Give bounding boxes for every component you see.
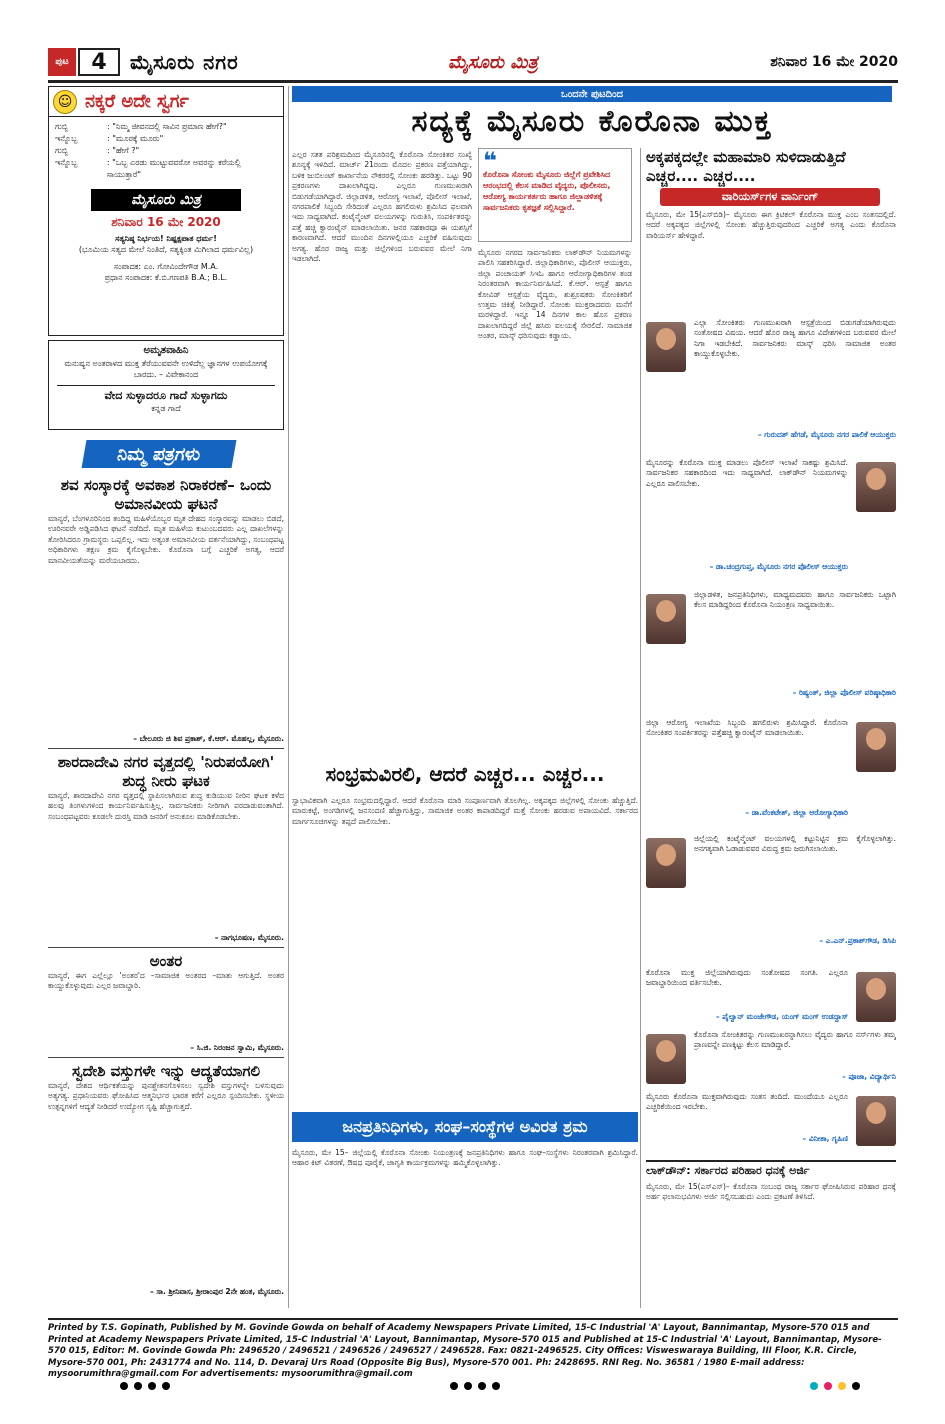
quote-box bbox=[48, 340, 284, 430]
publisher-line: ಪ್ರಧಾನ ಸಂಪಾದಕ: ಕೆ.ಬಿ.ಗಣಪತಿ B.A.; B.L. bbox=[104, 273, 228, 282]
page-number: 4 bbox=[78, 48, 120, 76]
registration-marks bbox=[120, 1382, 170, 1390]
letter-item bbox=[48, 952, 284, 1053]
masthead bbox=[48, 48, 898, 78]
joke-lines bbox=[49, 117, 283, 185]
divider bbox=[48, 947, 284, 948]
warrior-quote bbox=[646, 968, 896, 1022]
letter-title: ಸ್ವದೇಶಿ ವಸ್ತುಗಳೇ ಇನ್ನು ಆದ್ಯತೆಯಾಗಲಿ bbox=[71, 1062, 261, 1080]
quote-name: – ಡಾ.ವೆಂಕಟೇಶ್, ಜಿಲ್ಲಾ ಆರೋಗ್ಯಾಧಿಕಾರಿ bbox=[745, 808, 848, 817]
pull-quote-text: ಕೊರೊನಾ ಸೋಂಕು ಮೈಸೂರು ಜಿಲ್ಲೆಗೆ ಪ್ರವೇಶಿಸಿದ ಆರಂಭದಲ್ಲಿ ಕೆಲಸ ಮಾಡಿದ ವೈದ್ಯರು, ಪೊಲೀಸರು, ಆರೋಗ್ಯ ಕಾರ್ಯಕರ್ತರು ಹಾಗೂ ಜಿಲ್ಲಾಡಳಿತಕ್ಕೆ ಸಾರ್ವಜನಿಕರು ಕೃತಜ್ಞತೆ ಸಲ್ಲಿಸಿದ್ದಾರೆ. bbox=[483, 170, 611, 212]
quote-name: – ಎ.ಎನ್.ಪ್ರಕಾಶ್‌ಗೌಡ, ಡಿಸಿಪಿ bbox=[819, 936, 896, 945]
quote-text: ಕೊರೊನಾ ಸೋಂಕಿತರನ್ನು ಗುಣಮುಖರನ್ನಾಗಿಸಲು ವೈದ್ಯರು ಹಾಗೂ ನರ್ಸ್‌ಗಳು ತಮ್ಮ ಪ್ರಾಣವನ್ನೇ ಪಣಕ್ಕಿಟ್ಟು ಕೆಲಸ ಮಾಡಿದ್ದಾರೆ. bbox=[694, 1030, 896, 1050]
pull-quote bbox=[478, 148, 632, 242]
letter-body: ಮಾನ್ಯರೆ, ದೇಶದ ಆರ್ಥಿಕತೆಯನ್ನು ಪುನಶ್ಚೇತನಗೊಳಿಸಲು ಸ್ವದೇಶಿ ವಸ್ತುಗಳನ್ನೇ ಬಳಸುವುದು ಅತ್ಯಗತ್ಯ. ಪ್ರಧಾನಿಯವರು ಘೋಷಿಸಿದ ಆತ್ಮನಿರ್ಭರ ಭಾರತ ಕರೆಗೆ ಎಲ್ಲರೂ ಸ್ಪಂದಿಸಬೇಕು. ಸ್ಥಳೀಯ ಉತ್ಪನ್ನಗಳಿಗೆ ಆದ್ಯತೆ ನೀಡಿದರೆ ಉದ್ಯೋಗ ಸೃಷ್ಟಿ ಹೆಚ್ಚಾಗುತ್ತದೆ. bbox=[48, 1081, 284, 1111]
warrior-quote bbox=[646, 1030, 896, 1082]
joke-line bbox=[55, 133, 277, 145]
reg-dot bbox=[838, 1382, 846, 1390]
face-shape bbox=[866, 1102, 886, 1124]
reg-dot bbox=[492, 1382, 500, 1390]
quote-text: ಮನುಷ್ಯನ ಅಂತರಾಳದ ಮುಕ್ತ ತೆರೆಯುವವನೇ ಉಳಿದೆಲ್ಲ ಜ್ಞಾನಗಳ ಉಪಯೋಗಕ್ಕೆ ಬಾರದು. – ವಿವೇಕಾನಂದ bbox=[64, 359, 268, 379]
portrait-photo bbox=[856, 972, 896, 1022]
imprint-footer: Printed by T.S. Gopinath, Published by M. Govinde Gowda on behalf of Academy Newspapers Private Limited, 15-C Industrial 'A' Layout, Bannimantap, Mysore-570 015 and Printed at Academy Newspapers Private Limited, 15-C Industrial 'A' Layout, Bannimantap, Mysore-570 015 and Published at 15-C Industrial 'A' Layout, Bannimantap, Mysore-570 015, Editor: M. Govinde Gowda Ph: 2496520 / 2496521 / 2496526 / 2496527 / 2496528. Fax: 0821-2496525. City Offices: Visweswaraya Building, III Floor, K.R. Circle, Mysore-570 001, Ph: 2431774 and No. 114, D. Devaraj Urs Road (Opposite Big Bus), Mysore-570 001. Ph: 2428695. RNI Reg. No. 36581 / 1980 E-mail address: mysoorumithra@gmail.com For advertisements: mysoorumithra@gmail.com bbox=[48, 1318, 898, 1374]
quote-name: – ಪೈಲ್ವಾನ್ ಮಂಜೇಗೌಡ, ಯಂಗ್ ಮಂಗ್ ಉಡದ್ದಾಸ್ bbox=[715, 1012, 848, 1021]
warrior-quote bbox=[646, 834, 896, 946]
quote-mark-icon: ❝ bbox=[483, 147, 498, 175]
joke-speaker: ಗುಬ್ಬಿ bbox=[55, 122, 69, 131]
warning-banner: ವಾರಿಯರ್ಸ್‌ಗಳ ವಾರ್ನಿಂಗ್ bbox=[660, 188, 880, 206]
letters-header bbox=[48, 438, 284, 472]
editor-line: ಸಂಪಾದಕ: ಎಂ. ಗೋವಿಂದೇಗೌಡ M.A. bbox=[113, 262, 219, 271]
letter-signature: – ಸಾ. ಶ್ರೀನಿವಾಸ, ಶ್ರೀರಾಂಪುರ 2ನೇ ಹಂತ, ಮೈಸೂರು. bbox=[150, 1287, 284, 1296]
mid-banner-body: ಮೈಸೂರು, ಮೇ 15– ಜಿಲ್ಲೆಯಲ್ಲಿ ಕೊರೊನಾ ಸೋಂಕು ನಿಯಂತ್ರಣಕ್ಕೆ ಜನಪ್ರತಿನಿಧಿಗಳು ಹಾಗೂ ಸಂಘ–ಸಂಸ್ಥೆಗಳು ನಿರಂತರವಾಗಿ ಶ್ರಮಿಸಿದ್ದಾರೆ. ಆಹಾರ ಕಿಟ್ ವಿತರಣೆ, ಔಷಧ ಪೂರೈಕೆ, ಜಾಗೃತಿ ಕಾರ್ಯಕ್ರಮಗಳನ್ನು ಹಮ್ಮಿಕೊಳ್ಳಲಾಗಿತ್ತು. bbox=[292, 1148, 638, 1168]
section-title: ಮೈಸೂರು ನಗರ bbox=[130, 50, 239, 74]
letter-title: ಅಂತರ bbox=[149, 952, 183, 970]
joke-line bbox=[55, 121, 277, 133]
letter-item bbox=[48, 753, 284, 943]
lockdown-title: ಲಾಕ್‌ಡೌನ್: ಸರ್ಕಾರದ ಪರಿಹಾರ ಧನಕ್ಕೆ ಅರ್ಜಿ bbox=[646, 1160, 896, 1178]
reg-dot bbox=[450, 1382, 458, 1390]
warrior-quote bbox=[646, 1092, 896, 1144]
proverb: ವೇದ ಸುಳ್ಳಾದರೂ ಗಾದೆ ಸುಳ್ಳಾಗದು bbox=[104, 389, 228, 402]
letter-signature: – ನಾಗಭೂಷಣ, ಮೈಸೂರು. bbox=[214, 933, 284, 942]
portrait-photo bbox=[856, 462, 896, 512]
lead-headline: ಸದ್ಯಕ್ಕೆ ಮೈಸೂರು ಕೊರೊನಾ ಮುಕ್ತ bbox=[411, 104, 773, 139]
portrait-photo bbox=[646, 838, 686, 888]
divider bbox=[57, 385, 275, 386]
letter-item bbox=[48, 1062, 284, 1297]
lockdown-body: ಮೈಸೂರು, ಮೇ 15(ಎಸ್‌ಎಸ್)– ಕೊರೊನಾ ಸಂಬಂಧ ರಾಜ್ಯ ಸರ್ಕಾರ ಘೋಷಿಸಿರುವ ಪರಿಹಾರ ಧನಕ್ಕೆ ಅರ್ಹ ಫಲಾನುಭವಿಗಳು ಅರ್ಜಿ ಸಲ್ಲಿಸಬಹುದು ಎಂದು ಪ್ರಕಟಣೆ ತಿಳಿಸಿದೆ. bbox=[646, 1182, 896, 1202]
quote-text: ಮೈಸೂರು ಕೊರೊನಾ ಮುಕ್ತವಾಗಿರುವುದು ಸಂತಸ ತಂದಿದೆ. ಮುಂದೆಯೂ ಎಲ್ಲರೂ ಎಚ್ಚರಿಕೆಯಿಂದ ಇರಬೇಕು. bbox=[646, 1092, 848, 1112]
letter-body: ಮಾನ್ಯರೆ, ಈಗ ಎಲ್ಲೆಲ್ಲೂ 'ಅಂತರ'ದ –ಸಾಮಾಜಿಕ ಅಂತರದ –ಮಾತು ಆಗುತ್ತಿದೆ. ಅಂತರ ಕಾಯ್ದುಕೊಳ್ಳುವುದು ಎಲ್ಲರ ಜವಾಬ್ದಾರಿ. bbox=[48, 971, 284, 991]
brand-logo: ಮೈಸೂರು ಮಿತ್ರ bbox=[448, 52, 538, 73]
brand-date: ಶನಿವಾರ 16 ಮೇ 2020 bbox=[111, 215, 221, 229]
quote-name: – ರಿಷ್ಯಂತ್, ಜಿಲ್ಲಾ ಪೊಲೀಸ್ ವರಿಷ್ಠಾಧಿಕಾರಿ bbox=[792, 688, 896, 697]
quote-text: ಜಿಲ್ಲಾ ಆರೋಗ್ಯ ಇಲಾಖೆಯ ಸಿಬ್ಬಂದಿ ಹಗಲಿರುಳು ಶ್ರಮಿಸಿದ್ದಾರೆ. ಕೊರೊನಾ ಸೋಂಕಿತರ ಸಂಪರ್ಕಿತರನ್ನು ಪತ್ತೆಹಚ್ಚಿ ಕ್ವಾರಂಟೈನ್ ಮಾಡಲಾಯಿತು. bbox=[646, 718, 848, 738]
lead-column-1: ಎಲ್ಲರ ಸತತ ಪರಿಶ್ರಮದಿಂದ ಮೈಸೂರಿನಲ್ಲಿ ಕೊರೊನಾ ಸೋಂಕಿತರ ಸಂಖ್ಯೆ ಶೂನ್ಯಕ್ಕೆ ಇಳಿದಿದೆ. ಮಾರ್ಚ್ 21ರಂದು ಮೊದಲ ಪ್ರಕರಣ ಪತ್ತೆಯಾಗಿದ್ದು, ಬಳಿಕ ಜುಬಿಲಂಟ್ ಕಾರ್ಖಾನೆಯ ನೌಕರರಲ್ಲಿ ಸೋಂಕು ಹರಡಿತ್ತು. ಒಟ್ಟು 90 ಪ್ರಕರಣಗಳು ದಾಖಲಾಗಿದ್ದವು. ಎಲ್ಲರೂ ಗುಣಮುಖರಾಗಿ ಬಿಡುಗಡೆಯಾಗಿದ್ದಾರೆ. ಜಿಲ್ಲಾಡಳಿತ, ಆರೋಗ್ಯ ಇಲಾಖೆ, ಪೊಲೀಸ್ ಇಲಾಖೆ, ನಗರಪಾಲಿಕೆ ಸಿಬ್ಬಂದಿ ಸೇರಿದಂತೆ ಎಲ್ಲರೂ ಹಗಲಿರುಳು ಶ್ರಮಿಸಿದ ಫಲವಾಗಿ ಇದು ಸಾಧ್ಯವಾಗಿದೆ. ಕಂಟೈನ್ಮೆಂಟ್ ವಲಯಗಳನ್ನು ಗುರುತಿಸಿ, ಸಂಪರ್ಕಿತರನ್ನು ಪತ್ತೆ ಹಚ್ಚಿ ಕ್ವಾರಂಟೈನ್ ಮಾಡಲಾಯಿತು. ಜನರ ಸಹಕಾರವೂ ಈ ಯಶಸ್ಸಿಗೆ ಕಾರಣವಾಗಿದೆ. ಆದರೆ ಮುಂದಿನ ದಿನಗಳಲ್ಲಿಯೂ ಎಚ್ಚರಿಕೆ ವಹಿಸುವುದು ಅಗತ್ಯ. ಹೊರ ರಾಜ್ಯ ಮತ್ತು ಜಿಲ್ಲೆಗಳಿಂದ ಬರುವವರ ಮೇಲೆ ನಿಗಾ ಇಡಲಾಗಿದೆ. bbox=[292, 150, 472, 264]
portrait-photo bbox=[646, 594, 686, 644]
brand-banner: ಮೈಸೂರು ಮಿತ್ರ bbox=[91, 189, 241, 211]
joke-header bbox=[49, 87, 283, 117]
face-shape bbox=[866, 978, 886, 1000]
letter-signature: – ಬೇಲೂರು ಜಿ ಶಿವ ಪ್ರಕಾಶ್, ಕೆ.ಆರ್. ಮೊಹಲ್ಲ, ಮೈಸೂರು. bbox=[133, 734, 284, 743]
portrait-photo bbox=[646, 1034, 686, 1084]
joke-speaker: ಗುಬ್ಬಿ bbox=[55, 146, 69, 155]
letter-title: ಶವ ಸಂಸ್ಕಾರಕ್ಕೆ ಅವಕಾಶ ನಿರಾಕರಣೆ– ಒಂದು ಅಮಾನವೀಯ ಘಟನೆ bbox=[60, 476, 272, 513]
reg-dot bbox=[162, 1382, 170, 1390]
mid-article-title: ಸಂಭ್ರಮವಿರಲಿ, ಆದರೆ ಎಚ್ಚರ... ಎಚ್ಚರ... bbox=[325, 762, 605, 786]
joke-speaker: ಇನ್ನೊಬ್ಬ bbox=[55, 134, 78, 143]
warrior-quote bbox=[646, 318, 896, 440]
divider bbox=[48, 748, 284, 749]
portrait-photo bbox=[856, 1096, 896, 1146]
mid-article-body: ಸ್ವಾಭಾವಿಕವಾಗಿ ಎಲ್ಲರೂ ಸಂಭ್ರಮದಲ್ಲಿದ್ದಾರೆ. ಆದರೆ ಕೊರೊನಾ ಮಾರಿ ಸಂಪೂರ್ಣವಾಗಿ ತೊಲಗಿಲ್ಲ. ಅಕ್ಕಪಕ್ಕದ ಜಿಲ್ಲೆಗಳಲ್ಲಿ ಸೋಂಕು ಹೆಚ್ಚುತ್ತಿದೆ. ಮಾರುಕಟ್ಟೆ, ಅಂಗಡಿಗಳಲ್ಲಿ ಜನಸಂದಣಿ ಹೆಚ್ಚಾಗುತ್ತಿದ್ದು, ಸಾಮಾಜಿಕ ಅಂತರ ಕಾಪಾಡದಿದ್ದರೆ ಮತ್ತೆ ಸೋಂಕು ಹರಡುವ ಅಪಾಯವಿದೆ. ಸರ್ಕಾರದ ಮಾರ್ಗಸೂಚಿಗಳನ್ನು ತಪ್ಪದೆ ಪಾಲಿಸಬೇಕು. bbox=[292, 796, 638, 826]
quote-text: ಜಿಲ್ಲೆಯಲ್ಲಿ ಕಂಟೈನ್ಮೆಂಟ್ ವಲಯಗಳಲ್ಲಿ ಕಟ್ಟುನಿಟ್ಟಿನ ಕ್ರಮ ಕೈಗೊಳ್ಳಲಾಗಿತ್ತು. ಅನಗತ್ಯವಾಗಿ ಓಡಾಡುವವರ ವಿರುದ್ಧ ಕ್ರಮ ಜರುಗಿಸಲಾಯಿತು. bbox=[694, 834, 896, 854]
lead-column-2: ಮೈಸೂರು ನಗರದ ಸಾರ್ವಜನಿಕರು ಲಾಕ್‌ಡೌನ್ ನಿಯಮಗಳನ್ನು ಪಾಲಿಸಿ ಸಹಕರಿಸಿದ್ದಾರೆ. ಜಿಲ್ಲಾಧಿಕಾರಿಗಳು, ಪೊಲೀಸ್ ಆಯುಕ್ತರು, ಜಿಲ್ಲಾ ಪಂಚಾಯತ್ ಸಿಇಓ ಹಾಗೂ ಆರೋಗ್ಯಾಧಿಕಾರಿಗಳ ತಂಡ ನಿರಂತರವಾಗಿ ಕಾರ್ಯನಿರ್ವಹಿಸಿದೆ. ಕೆ.ಆರ್. ಆಸ್ಪತ್ರೆ ಹಾಗೂ ಕೋವಿಡ್ ಆಸ್ಪತ್ರೆಯ ವೈದ್ಯರು, ಶುಶ್ರೂಷಕರು ಸೋಂಕಿತರಿಗೆ ಉತ್ತಮ ಚಿಕಿತ್ಸೆ ನೀಡಿದ್ದಾರೆ. ಸೋಂಕು ಮುಕ್ತರಾದವರು ಮನೆಗೆ ಮರಳಿದ್ದಾರೆ. ಇನ್ನೂ 14 ದಿನಗಳ ಕಾಲ ಹೊಸ ಪ್ರಕರಣ ದಾಖಲಾಗದಿದ್ದರೆ ಜಿಲ್ಲೆ ಹಸಿರು ವಲಯಕ್ಕೆ ಸೇರಲಿದೆ. ಸಾಮಾಜಿಕ ಅಂತರ, ಮಾಸ್ಕ್ ಧರಿಸುವುದು ಕಡ್ಡಾಯ. bbox=[478, 248, 632, 341]
quote-text: ಎಲ್ಲಾ ಸೋಂಕಿತರು ಗುಣಮುಖರಾಗಿ ಆಸ್ಪತ್ರೆಯಿಂದ ಬಿಡುಗಡೆಯಾಗಿರುವುದು ಸಂತೋಷದ ವಿಷಯ. ಆದರೆ ಹೊರ ರಾಜ್ಯ ಹಾಗೂ ವಿದೇಶಗಳಿಂದ ಬರುವವರ ಮೇಲೆ ನಿಗಾ ಇಡಬೇಕಿದೆ. ಸಾರ್ವಜನಿಕರು ಮಾಸ್ಕ್ ಧರಿಸಿ ಸಾಮಾಜಿಕ ಅಂತರ ಕಾಯ್ದುಕೊಳ್ಳಬೇಕು. bbox=[694, 318, 896, 359]
letter-body: ಮಾನ್ಯರೆ, ಬೆಂಗಳೂರಿನಿಂದ ತಂದಿದ್ದ ಮಹಿಳೆಯೊಬ್ಬರ ಮೃತ ದೇಹದ ಸಂಸ್ಕಾರವನ್ನು ಮಾಡಲು ಬಿಡದೆ, ಊರಿನವರೇ ಅಡ್ಡಿಪಡಿಸಿದ ಘಟನೆ ನಡೆದಿದೆ. ಮೃತ ಮಹಿಳೆಯ ಕುಟುಂಬದವರು ಎಲ್ಲ ದಾಖಲೆಗಳನ್ನು ತೋರಿಸಿದರೂ ಗ್ರಾಮಸ್ಥರು ಒಪ್ಪಲಿಲ್ಲ. ಇದು ಅತ್ಯಂತ ಅಮಾನವೀಯ ವರ್ತನೆಯಾಗಿದ್ದು, ಸಂಬಂಧಪಟ್ಟ ಅಧಿಕಾರಿಗಳು ತಕ್ಷಣ ಕ್ರಮ ಕೈಗೊಳ್ಳಬೇಕು. ಕೊರೊನಾ ಬಗ್ಗೆ ಎಚ್ಚರಿಕೆ ಅಗತ್ಯ, ಆದರೆ ಮಾನವೀಯತೆಯನ್ನು ಮರೆಯಬಾರದು. bbox=[48, 514, 284, 565]
tagline: ಸತ್ಯನಿಷ್ಠ ನಿರ್ಭಯ! ನಿಷ್ಪಕ್ಷಪಾತ ಧರ್ಮ! bbox=[115, 234, 217, 243]
joke-box bbox=[48, 86, 284, 336]
portrait-photo bbox=[856, 722, 896, 772]
letter-item bbox=[48, 476, 284, 744]
smiley-icon: ☺ bbox=[53, 90, 77, 114]
reg-dot bbox=[134, 1382, 142, 1390]
quote-title: ಅಮೃತವಾಹಿನಿ bbox=[143, 345, 189, 356]
page-tag: ಪುಟ bbox=[48, 48, 76, 76]
quote-text: ಕೊರೊನಾ ಮುಕ್ತ ಜಿಲ್ಲೆಯಾಗಿರುವುದು ಸಂತೋಷದ ಸಂಗತಿ. ಎಲ್ಲರೂ ಜವಾಬ್ದಾರಿಯಿಂದ ವರ್ತಿಸಬೇಕು. bbox=[646, 968, 848, 988]
reg-dot bbox=[478, 1382, 486, 1390]
face-shape bbox=[656, 844, 676, 866]
letter-body: ಮಾನ್ಯರೆ, ಶಾರದಾದೇವಿ ನಗರ ವೃತ್ತದಲ್ಲಿ ಸ್ಥಾಪಿಸಲಾಗಿರುವ ಶುದ್ಧ ಕುಡಿಯುವ ನೀರಿನ ಘಟಕ ಕಳೆದ ಹಲವು ತಿಂಗಳುಗಳಿಂದ ಕಾರ್ಯನಿರ್ವಹಿಸುತ್ತಿಲ್ಲ. ಸಾರ್ವಜನಿಕರು ನೀರಿಗಾಗಿ ಪರದಾಡುವಂತಾಗಿದೆ. ಸಂಬಂಧಪಟ್ಟವರು ಕೂಡಲೇ ದುರಸ್ತಿ ಮಾಡಿ ಜನರಿಗೆ ಅನುಕೂಲ ಮಾಡಿಕೊಡಬೇಕು. bbox=[48, 791, 284, 821]
right-headline: ಅಕ್ಕಪಕ್ಕದಲ್ಲೇ ಮಹಾಮಾರಿ ಸುಳಿದಾಡುತ್ತಿದೆ ಎಚ್ಚರ.... ಎಚ್ಚರ.... bbox=[646, 148, 846, 185]
sub-tagline: (ಭೂಮಿಯ ಸತ್ಯದ ಮೇಲೆ ನಿಂತಿದೆ, ಸತ್ಯಕ್ಕಿಂತ ಮಿಗಿಲಾದ ಧರ್ಮವಿಲ್ಲ) bbox=[78, 245, 254, 254]
joke-line bbox=[55, 157, 277, 181]
face-shape bbox=[656, 328, 676, 350]
proverb-note: ಕನ್ನಡ ಗಾದೆ bbox=[151, 404, 181, 413]
letter-title: ಶಾರದಾದೇವಿ ನಗರ ವೃತ್ತದಲ್ಲಿ 'ನಿರುಪಯೋಗಿ' ಶುದ್ಧ ನೀರು ಘಟಕ bbox=[57, 753, 275, 790]
quote-name: – ಗುರುದತ್ ಹೆಗಡೆ, ಮೈಸೂರು ನಗರ ಪಾಲಿಕೆ ಆಯುಕ್ತರು bbox=[757, 430, 896, 439]
portrait-photo bbox=[646, 322, 686, 372]
column-rule bbox=[640, 148, 641, 1308]
joke-text: : "ಮೂರಕ್ಕೆ ಮೂರು" bbox=[107, 134, 164, 143]
quote-name: – ವಿನೀತಾ, ಗೃಹಿಣಿ bbox=[802, 1134, 848, 1143]
quote-name: – ಪೂಜಾ, ವಿದ್ಯಾರ್ಥಿನಿ bbox=[842, 1072, 896, 1081]
masthead-rule bbox=[48, 80, 898, 83]
reg-dot bbox=[464, 1382, 472, 1390]
face-shape bbox=[656, 1040, 676, 1062]
face-shape bbox=[866, 728, 886, 750]
joke-speaker: ಇನ್ನೊಬ್ಬ bbox=[55, 158, 78, 167]
letter-signature: – ಸಿ.ಜಿ. ನಿರಂಜನ ಸ್ವಾಮಿ, ಮೈಸೂರು. bbox=[190, 1043, 284, 1052]
quote-text: ಜಿಲ್ಲಾಡಳಿತ, ಜನಪ್ರತಿನಿಧಿಗಳು, ಮಾಧ್ಯಮದವರು ಹಾಗೂ ಸಾರ್ವಜನಿಕರು ಒಟ್ಟಾಗಿ ಕೆಲಸ ಮಾಡಿದ್ದರಿಂದ ಕೊರೊನಾ ನಿಯಂತ್ರಣ ಸಾಧ್ಯವಾಯಿತು. bbox=[694, 590, 896, 610]
joke-text: : "ಒಬ್ಬ ಎರಡು ಮುಟ್ಟುವವರೋ ಅವರನ್ನು ಕರೆಯಲ್ಲಿ ಸಾಯುತ್ತಾರೆ" bbox=[106, 158, 241, 179]
reg-dot bbox=[148, 1382, 156, 1390]
lead-kicker: ಒಂದನೇ ಪುಟದಿಂದ bbox=[292, 86, 892, 102]
face-shape bbox=[866, 468, 886, 490]
face-shape bbox=[656, 600, 676, 622]
reg-dot bbox=[810, 1382, 818, 1390]
registration-marks bbox=[450, 1382, 500, 1390]
quote-text: ಮೈಸೂರನ್ನು ಕೊರೊನಾ ಮುಕ್ತ ಮಾಡಲು ಪೊಲೀಸ್ ಇಲಾಖೆ ಸಾಕಷ್ಟು ಶ್ರಮಿಸಿದೆ. ಸಾರ್ವಜನಿಕರ ಸಹಕಾರದಿಂದ ಇದು ಸಾಧ್ಯವಾಗಿದೆ. ಲಾಕ್‌ಡೌನ್ ನಿಯಮಗಳನ್ನು ಎಲ್ಲರೂ ಪಾಲಿಸಬೇಕು. bbox=[646, 458, 848, 488]
issue-date: ಶನಿವಾರ 16 ಮೇ 2020 bbox=[770, 54, 898, 70]
reg-dot bbox=[824, 1382, 832, 1390]
divider bbox=[48, 1057, 284, 1058]
warrior-quote bbox=[646, 718, 896, 818]
warrior-quote bbox=[646, 590, 896, 698]
mid-banner: ಜನಪ್ರತಿನಿಧಿಗಳು, ಸಂಘ–ಸಂಸ್ಥೆಗಳ ಅವಿರತ ಶ್ರಮ bbox=[292, 1112, 638, 1142]
letters-tag: ನಿಮ್ಮ ಪತ್ರಗಳು bbox=[82, 440, 237, 468]
joke-text: : "ಹೇಗೆ ?" bbox=[107, 146, 140, 155]
quote-name: – ಡಾ.ಚಂದ್ರಗುಪ್ತ, ಮೈಸೂರು ನಗರ ಪೊಲೀಸ್ ಆಯುಕ್ತರು bbox=[709, 562, 848, 571]
registration-marks bbox=[810, 1382, 860, 1390]
warrior-quote bbox=[646, 458, 896, 572]
joke-title: ನಕ್ಕರೆ ಅದೇ ಸ್ವರ್ಗ bbox=[85, 91, 189, 112]
reg-dot bbox=[852, 1382, 860, 1390]
letters-list bbox=[48, 476, 284, 1297]
right-intro: ಮೈಸೂರು, ಮೇ 15(ಎಸ್‌ಬಿಡಿ)– ಮೈಸೂರು ಈಗ ಕ್ರಿಟಿಕಲ್ ಕೊರೊನಾ ಮುಕ್ತ ಎಂಬ ಸಂತಸದಲ್ಲಿದೆ. ಆದರೆ ಅಕ್ಕಪಕ್ಕದ ಜಿಲ್ಲೆಗಳಲ್ಲಿ ಸೋಂಕು ಹೆಚ್ಚುತ್ತಿರುವುದರಿಂದ ಎಚ್ಚರಿಕೆ ಅಗತ್ಯ ಎಂದು ಕೊರೊನಾ ವಾರಿಯರ್ಸ್ ಹೇಳಿದ್ದಾರೆ. bbox=[646, 210, 896, 240]
left-column bbox=[48, 86, 284, 1308]
reg-dot bbox=[120, 1382, 128, 1390]
joke-text: : "ನಿಮ್ಮ ಜೀವನದಲ್ಲಿ ಸಾವಿನ ಪ್ರಮಾಣ ಹೇಗೆ?" bbox=[107, 122, 227, 131]
column-rule bbox=[288, 86, 289, 1308]
joke-line bbox=[55, 145, 277, 157]
